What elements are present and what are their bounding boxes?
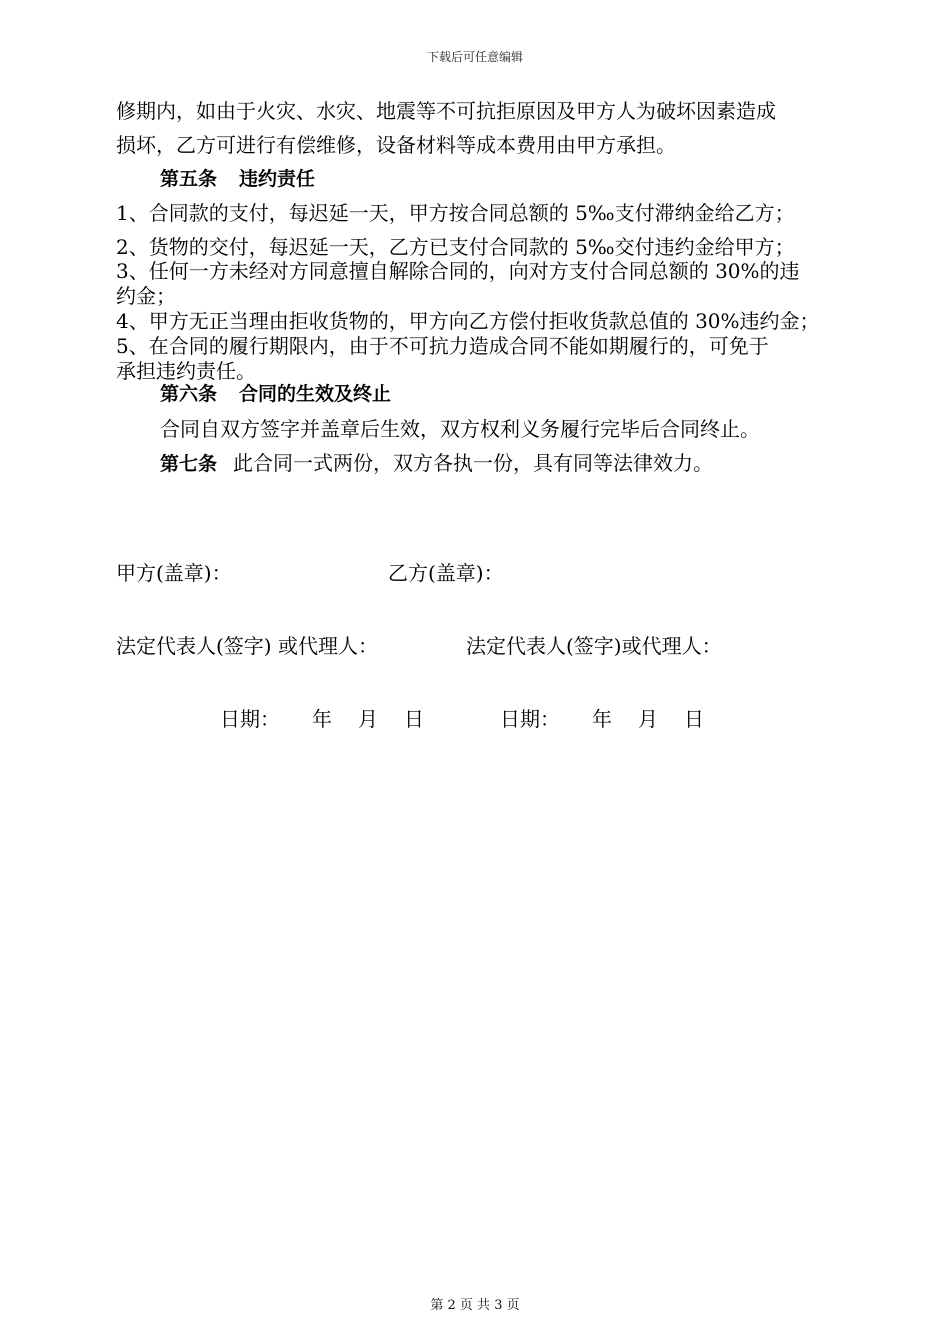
party-a-seal-label: 甲方(盖章)：: [116, 561, 232, 585]
list-item: 3、任何一方未经对方同意擅自解除合同的，向对方支付合同总额的 30%的违: [116, 259, 800, 283]
party-a-representative-label: 法定代表人(签字) 或代理人：: [116, 634, 378, 658]
article-7-line: [160, 451, 713, 476]
page-header: 下载后可任意编辑: [426, 50, 523, 64]
article-7-text: 此合同一式两份，双方各执一份，具有同等法律效力。: [233, 451, 714, 475]
list-item: 5、在合同的履行期限内，由于不可抗力造成合同不能如期履行的，可免于: [116, 334, 769, 358]
date-year: 年: [592, 707, 612, 731]
article-6-text: 合同自双方签字并盖章后生效，双方权利义务履行完毕后合同终止。: [160, 417, 760, 441]
party-a-date: [220, 707, 424, 731]
list-item: 2、货物的交付，每迟延一天，乙方已支付合同款的 5‰交付违约金给甲方；: [116, 235, 795, 259]
article-number: 第七条: [160, 453, 218, 475]
date-year: 年: [312, 707, 332, 731]
party-b-representative-label: 法定代表人(签字)或代理人：: [466, 634, 722, 658]
article-6-heading: [160, 382, 391, 406]
article-title: 违约责任: [239, 168, 316, 190]
list-item: 1、合同款的支付，每迟延一天，甲方按合同总额的 5‰支付滞纳金给乙方；: [116, 201, 795, 225]
date-label: 日期：: [500, 707, 560, 731]
article-5-heading: [160, 167, 315, 191]
party-b-date: [500, 707, 704, 731]
paragraph-line: 修期内，如由于火灾、水灾、地震等不可抗拒原因及甲方人为破坏因素造成: [116, 99, 776, 123]
article-title: 合同的生效及终止: [239, 383, 392, 405]
list-item-continuation: 约金；: [116, 284, 176, 308]
page-footer: 第 2 页 共 3 页: [430, 1298, 520, 1313]
article-number: 第五条: [160, 168, 218, 190]
party-b-seal-label: 乙方(盖章)：: [388, 561, 504, 585]
article-number: 第六条: [160, 383, 218, 405]
list-item-continuation: 承担违约责任。: [116, 359, 256, 383]
date-month: 月: [638, 707, 658, 731]
date-day: 日: [404, 707, 424, 731]
date-month: 月: [358, 707, 378, 731]
date-day: 日: [684, 707, 704, 731]
date-label: 日期：: [220, 707, 280, 731]
list-item: 4、甲方无正当理由拒收货物的，甲方向乙方偿付拒收货款总值的 30%违约金；: [116, 309, 820, 333]
paragraph-line: 损坏，乙方可进行有偿维修，设备材料等成本费用由甲方承担。: [116, 133, 676, 157]
